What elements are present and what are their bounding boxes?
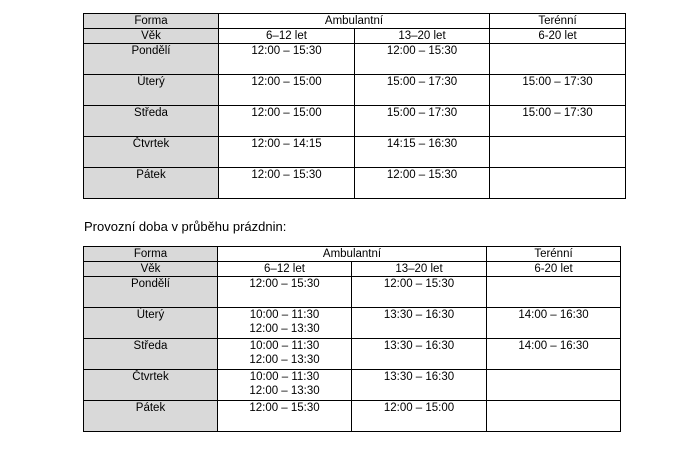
time-cell <box>219 137 355 168</box>
day-label: Úterý <box>84 308 218 339</box>
table-row <box>84 308 621 339</box>
time-range: 12:00 – 15:00 <box>383 402 455 414</box>
schedule-table-regular <box>83 13 626 199</box>
time-cell <box>352 401 487 432</box>
time-cell <box>218 308 352 339</box>
time-range: 10:00 – 11:30 <box>249 309 320 321</box>
time-cell <box>355 137 490 168</box>
table-row <box>84 137 626 168</box>
time-cell <box>487 370 621 401</box>
subheader-age-6-12: 6–12 let <box>218 262 352 277</box>
table-row <box>84 44 626 75</box>
time-range: 15:00 – 17:30 <box>386 107 458 119</box>
time-range: 12:00 – 15:30 <box>386 169 458 181</box>
time-range: 15:00 – 17:30 <box>522 76 593 88</box>
time-cell <box>487 339 621 370</box>
header-ambulantni: Ambulantní <box>218 247 487 262</box>
time-range: 14:15 – 16:30 <box>386 138 458 150</box>
table-row <box>84 370 621 401</box>
time-cell <box>490 168 626 199</box>
table-row <box>84 277 621 308</box>
time-range: 12:00 – 13:30 <box>249 385 320 397</box>
time-cell <box>218 339 352 370</box>
time-range: 12:00 – 13:30 <box>249 323 320 335</box>
subheader-age-13-20: 13–20 let <box>352 262 487 277</box>
time-cell <box>355 44 490 75</box>
subheader-age-6-20: 6-20 let <box>490 29 626 44</box>
table-row <box>84 339 621 370</box>
time-range: 14:00 – 16:30 <box>518 309 589 321</box>
time-cell <box>352 370 487 401</box>
subheader-vek: Věk <box>84 262 218 277</box>
time-cell <box>490 75 626 106</box>
time-range: 15:00 – 17:30 <box>522 107 593 119</box>
header-terenni: Terénní <box>487 247 621 262</box>
time-range: 12:00 – 15:30 <box>251 45 322 57</box>
time-cell <box>352 339 487 370</box>
time-range: 12:00 – 13:30 <box>249 354 320 366</box>
holiday-hours-heading: Provozní doba v průběhu prázdnin: <box>84 219 287 234</box>
time-range: 12:00 – 15:30 <box>249 402 320 414</box>
time-cell <box>487 277 621 308</box>
time-cell <box>355 106 490 137</box>
subheader-vek: Věk <box>84 29 219 44</box>
time-range: 12:00 – 15:30 <box>251 169 322 181</box>
time-range: 12:00 – 15:30 <box>386 45 458 57</box>
day-label: Pátek <box>84 401 218 432</box>
time-cell <box>355 168 490 199</box>
time-cell <box>218 277 352 308</box>
time-range: 13:30 – 16:30 <box>383 309 455 321</box>
time-range: 12:00 – 15:30 <box>383 278 455 290</box>
day-label: Úterý <box>84 75 219 106</box>
table-row <box>84 168 626 199</box>
time-cell <box>219 75 355 106</box>
header-forma: Forma <box>84 14 219 29</box>
table-row <box>84 75 626 106</box>
time-cell <box>219 106 355 137</box>
time-cell <box>490 106 626 137</box>
header-ambulantni: Ambulantní <box>219 14 490 29</box>
day-label: Pondělí <box>84 277 218 308</box>
subheader-age-6-20: 6-20 let <box>487 262 621 277</box>
day-label: Čtvrtek <box>84 370 218 401</box>
time-cell <box>219 44 355 75</box>
day-label: Pátek <box>84 168 219 199</box>
time-range: 12:00 – 14:15 <box>251 138 322 150</box>
day-label: Pondělí <box>84 44 219 75</box>
time-range: 12:00 – 15:00 <box>251 76 322 88</box>
time-cell <box>352 277 487 308</box>
day-label: Středa <box>84 106 219 137</box>
time-cell <box>218 370 352 401</box>
subheader-age-13-20: 13–20 let <box>355 29 490 44</box>
time-range: 14:00 – 16:30 <box>518 340 589 352</box>
time-range: 10:00 – 11:30 <box>249 340 320 352</box>
time-cell <box>219 168 355 199</box>
table-row <box>84 401 621 432</box>
time-cell <box>490 137 626 168</box>
time-cell <box>355 75 490 106</box>
time-range: 10:00 – 11:30 <box>249 371 320 383</box>
time-range: 12:00 – 15:00 <box>251 107 322 119</box>
time-cell <box>218 401 352 432</box>
day-label: Středa <box>84 339 218 370</box>
table-row <box>84 106 626 137</box>
time-range: 13:30 – 16:30 <box>383 371 455 383</box>
schedule-table-holidays <box>83 246 621 432</box>
time-range: 12:00 – 15:30 <box>249 278 320 290</box>
time-cell <box>487 401 621 432</box>
time-range: 15:00 – 17:30 <box>386 76 458 88</box>
subheader-age-6-12: 6–12 let <box>219 29 355 44</box>
time-cell <box>487 308 621 339</box>
header-terenni: Terénní <box>490 14 626 29</box>
time-cell <box>490 44 626 75</box>
day-label: Čtvrtek <box>84 137 219 168</box>
header-forma: Forma <box>84 247 218 262</box>
time-cell <box>352 308 487 339</box>
time-range: 13:30 – 16:30 <box>383 340 455 352</box>
